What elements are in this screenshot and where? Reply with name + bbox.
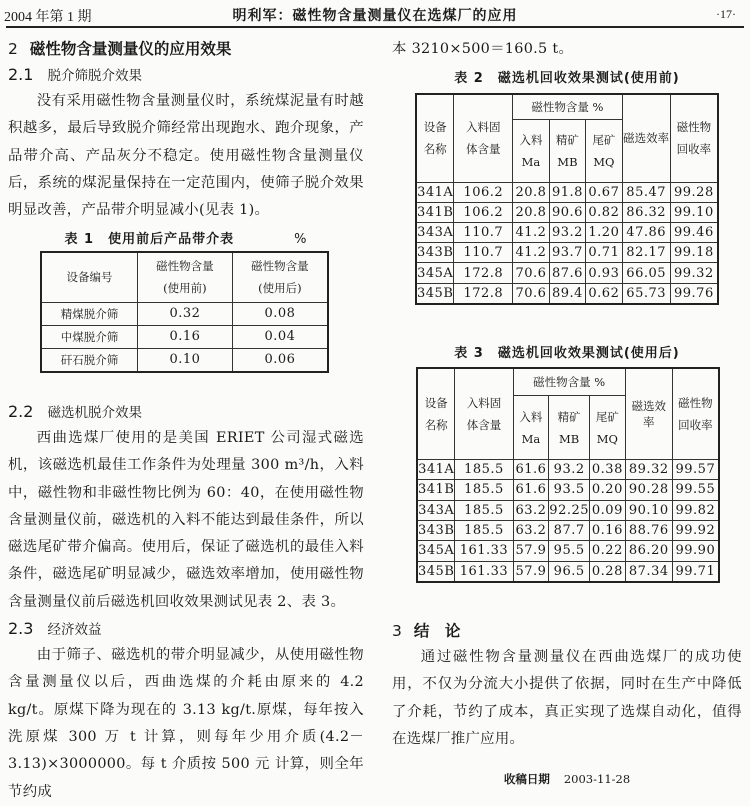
header-device-id: 设备编号 (41, 252, 138, 302)
cell: 57.9 (513, 541, 549, 561)
header-line: Ma (521, 431, 541, 446)
caption-text: 表 1 使用前后产品带介表 (64, 232, 235, 248)
cell: 0.09 (590, 500, 626, 520)
subsection-title: 经济效益 (47, 622, 102, 639)
header-line: 设备 (423, 120, 447, 135)
cell: 41.2 (513, 223, 549, 243)
cell: 0.93 (586, 263, 622, 283)
subsection-number: 2.2 (8, 402, 34, 421)
cell: 343B (417, 520, 455, 540)
cell: 0.08 (232, 302, 328, 325)
cell: 87.34 (625, 561, 672, 582)
subsection-2-1-heading (8, 62, 364, 88)
cell: 0.04 (232, 325, 328, 348)
cell: 63.2 (513, 500, 549, 520)
header-recovery (672, 368, 719, 459)
cell: 99.10 (670, 202, 718, 222)
table-row (416, 182, 718, 202)
paragraph-2-2: 西曲选煤厂使用的是美国 ERIET 公司湿式磁选机，该磁选机最佳工作条件为处理量 300 m³/h，入料中，磁性物和非磁性物比例为 60：40，在使用磁性物含量测量仪前，磁选机的入料不能达到最佳条件，所以磁选尾矿带介偏高。使用后，保证了磁选机的最佳入料条件，磁选尾矿明显减少，磁选效率增加，使用磁性物含量测量仪前后磁选机回收效果测试见表 2、表 3。 (8, 430, 364, 610)
header-mb (549, 396, 590, 460)
cell: 345B (417, 561, 455, 582)
header-line: 回收率 (676, 142, 712, 157)
cell: 185.5 (455, 459, 513, 479)
table-header-row (41, 252, 328, 302)
subsection-2-2-heading (8, 399, 364, 425)
header-line: 入料固 (466, 120, 501, 135)
paragraph-2-3: 由于筛子、磁选机的带介明显减少，从使用磁性物含量测量仪以后，西曲选煤的介耗由原来的 4.2 kg/t。原煤下降为现在的 3.13 kg/t.原煤，每年按入洗原煤 300 万 t 计算，则每年少用介质(4.2－3.13)×3000000。每 t 介质按 500 元 计算，则全年节约成 (8, 647, 364, 800)
cell: 93.7 (549, 243, 585, 263)
section-2-heading (8, 36, 364, 62)
header-feed-solids (455, 368, 513, 459)
header-line: 尾矿 (592, 132, 616, 147)
cell: 1.20 (586, 223, 622, 243)
cell: 63.2 (513, 520, 549, 540)
cell: 99.46 (670, 223, 718, 243)
header-recovery (670, 94, 718, 182)
cell: 20.8 (513, 182, 549, 202)
table-header-row (416, 94, 718, 119)
table-2-body (416, 182, 718, 304)
table-row (416, 263, 718, 283)
cell: 345A (417, 541, 455, 561)
cell: 92.25 (549, 500, 590, 520)
header-mq (586, 119, 622, 182)
header-magnetic-content: 磁性物含量 % (513, 94, 622, 119)
cell: 172.8 (454, 283, 513, 304)
header-device-name (417, 368, 455, 459)
cell: 87.7 (549, 520, 590, 540)
cell: 中煤脱介筛 (41, 325, 138, 348)
unit-label: % (294, 232, 308, 248)
cell: 343A (417, 500, 455, 520)
table-1-caption (8, 228, 364, 247)
header-line: MQ (593, 154, 615, 169)
cell: 86.32 (622, 202, 670, 222)
header-mq (590, 396, 626, 460)
cell: 93.2 (549, 459, 590, 479)
cell: 185.5 (455, 480, 513, 500)
section-title: 结 论 (413, 622, 461, 640)
cell: 61.6 (513, 459, 549, 479)
cell: 0.32 (138, 302, 233, 325)
cell: 185.5 (455, 520, 513, 540)
cell: 88.76 (625, 520, 672, 540)
header-line: 体含量 (466, 142, 501, 157)
cell: 99.55 (672, 480, 719, 500)
header-efficiency: 磁选效率 (625, 368, 672, 459)
received-date-line (392, 771, 742, 787)
cell: 85.47 (622, 182, 670, 202)
cell: 66.05 (622, 263, 670, 283)
table-row (417, 459, 719, 479)
cell: 89.32 (625, 459, 672, 479)
cell: 95.5 (549, 541, 590, 561)
issue-label: 2004 年第 1 期 (4, 10, 92, 25)
table-2 (415, 93, 719, 305)
header-line: 尾矿 (595, 409, 619, 424)
table-row (416, 283, 718, 304)
cell: 96.5 (549, 561, 590, 582)
cell: 93.5 (549, 480, 590, 500)
header-mb (549, 119, 585, 182)
right-column-lower (392, 618, 742, 753)
subsection-number: 2.1 (8, 65, 34, 84)
cell: 0.20 (590, 480, 626, 500)
header-line: 设备 (424, 395, 448, 410)
cell: 161.33 (455, 561, 513, 582)
cell: 70.6 (513, 263, 549, 283)
received-label: 收稿日期 (503, 772, 550, 786)
right-column (392, 36, 742, 63)
cell: 65.73 (622, 283, 670, 304)
table-row (416, 243, 718, 263)
cell: 0.22 (590, 541, 626, 561)
table-row (41, 302, 328, 325)
header-line: 名称 (424, 417, 448, 432)
cell: 87.6 (549, 263, 585, 283)
cell: 99.90 (672, 541, 719, 561)
table-row (417, 561, 719, 582)
table-row (417, 541, 719, 561)
cell: 93.2 (549, 223, 585, 243)
table-row (417, 480, 719, 500)
cell: 89.4 (549, 283, 585, 304)
header-after (232, 252, 328, 302)
header-line: MB (557, 154, 578, 169)
left-column (8, 36, 364, 247)
cell: 185.5 (455, 500, 513, 520)
table-row (416, 202, 718, 222)
table-1 (40, 251, 329, 373)
header-device-name (416, 94, 454, 182)
header-line: 入料 (519, 132, 543, 147)
header-feed-solids (454, 94, 513, 182)
table-row (41, 325, 328, 348)
section-number: 2 (8, 40, 18, 58)
cell: 20.8 (513, 202, 549, 222)
cell: 99.28 (670, 182, 718, 202)
cell: 70.6 (513, 283, 549, 304)
cell: 矸石脱介筛 (41, 348, 138, 372)
section-3-heading (392, 618, 742, 644)
cell: 341B (417, 480, 455, 500)
cell: 90.28 (625, 480, 672, 500)
table-row (417, 520, 719, 540)
header-rule (6, 26, 744, 28)
cell: 0.10 (138, 348, 233, 372)
table-row (41, 348, 328, 372)
cell: 99.71 (672, 561, 719, 582)
cell: 106.2 (454, 182, 513, 202)
running-title: 明利军：磁性物含量测量仪在选煤厂的应用 (232, 8, 518, 24)
cell: 61.6 (513, 480, 549, 500)
cell: 110.7 (454, 243, 513, 263)
subsection-title: 脱介筛脱介效果 (47, 68, 142, 84)
received-date: 2003-11-28 (563, 772, 631, 786)
subsection-title: 磁选机脱介效果 (47, 405, 142, 421)
header-line: 精矿 (555, 132, 579, 147)
cell: 0.06 (232, 348, 328, 372)
cell: 0.62 (586, 283, 622, 304)
cell: 90.6 (549, 202, 585, 222)
cell: 99.82 (672, 500, 719, 520)
header-line: MQ (596, 431, 618, 446)
cell: 0.38 (590, 459, 626, 479)
cell: 99.76 (670, 283, 718, 304)
header-line: 磁性物 (678, 395, 713, 410)
header-line: 名称 (423, 142, 447, 157)
table-header-row (417, 368, 719, 396)
table-2-caption: 表 2 磁选机回收效果测试(使用前) (454, 71, 680, 86)
paragraph-3: 通过磁性物含量测量仪在西曲选煤厂的成功使用，不仅为分流大小提供了依据，同时在生产中降低了介耗，节约了成本，真正实现了选煤自动化，值得在选煤厂推广应用。 (392, 649, 742, 747)
cell: 0.28 (590, 561, 626, 582)
cell: 91.8 (549, 182, 585, 202)
cell: 110.7 (454, 223, 513, 243)
header-line: 精矿 (557, 409, 581, 424)
paragraph-2-3-continuation: 本 3210×500＝160.5 t。 (392, 41, 574, 57)
table-row (417, 500, 719, 520)
cell: 86.20 (625, 541, 672, 561)
cell: 343A (416, 223, 454, 243)
cell: 41.2 (513, 243, 549, 263)
cell: 343B (416, 243, 454, 263)
table-row (416, 223, 718, 243)
cell: 90.10 (625, 500, 672, 520)
header-ma (513, 119, 549, 182)
table-3-body (417, 459, 719, 582)
cell: 341A (417, 459, 455, 479)
paragraph-2-1: 没有采用磁性物含量测量仪时，系统煤泥量有时越积越多，最后导致脱介筛经常出现跑水、跑介现象，产品带介高、产品灰分不稳定。使用磁性物含量测量仪后，系统的煤泥量保持在一定范围内，使筛子脱介效果明显改善，产品带介明显减小(见表 1)。 (8, 93, 364, 219)
table-3-caption: 表 3 磁选机回收效果测试(使用后) (454, 346, 680, 361)
header-ma (513, 396, 549, 460)
section-number: 3 (392, 622, 402, 640)
cell: 82.17 (622, 243, 670, 263)
subsection-number: 2.3 (8, 619, 34, 639)
table-3 (416, 367, 720, 583)
cell: 161.33 (455, 541, 513, 561)
cell: 172.8 (454, 263, 513, 283)
header-line: 磁性物含量 (156, 259, 214, 274)
header-line: 磁性物含量 (251, 259, 309, 274)
page-number: ·17· (716, 7, 736, 21)
header-line: 磁性物 (676, 120, 712, 135)
cell: 0.67 (586, 182, 622, 202)
header-magnetic-content: 磁性物含量 % (513, 368, 625, 396)
cell: 341B (416, 202, 454, 222)
cell: 99.18 (670, 243, 718, 263)
cell: 精煤脱介筛 (41, 302, 138, 325)
header-line: (使用前) (163, 281, 207, 296)
header-line: 体含量 (466, 417, 502, 432)
cell: 345A (416, 263, 454, 283)
cell: 345B (416, 283, 454, 304)
cell: 0.16 (590, 520, 626, 540)
header-before (138, 252, 233, 302)
header-efficiency: 磁选效率 (622, 94, 670, 182)
cell: 0.16 (138, 325, 233, 348)
cell: 106.2 (454, 202, 513, 222)
header-line: Ma (521, 154, 541, 169)
header-line: (使用后) (258, 281, 302, 296)
cell: 99.32 (670, 263, 718, 283)
header-line: MB (559, 431, 580, 446)
cell: 0.71 (586, 243, 622, 263)
section-title: 磁性物含量测量仪的应用效果 (29, 40, 232, 58)
header-line: 入料固 (466, 395, 502, 410)
cell: 341A (416, 182, 454, 202)
cell: 0.82 (586, 202, 622, 222)
left-column-lower (8, 399, 364, 806)
subsection-2-3-heading (8, 616, 364, 642)
header-line: 入料 (519, 409, 543, 424)
cell: 99.57 (672, 459, 719, 479)
cell: 57.9 (513, 561, 549, 582)
cell: 99.92 (672, 520, 719, 540)
cell: 47.86 (622, 223, 670, 243)
header-line: 回收率 (678, 417, 713, 432)
